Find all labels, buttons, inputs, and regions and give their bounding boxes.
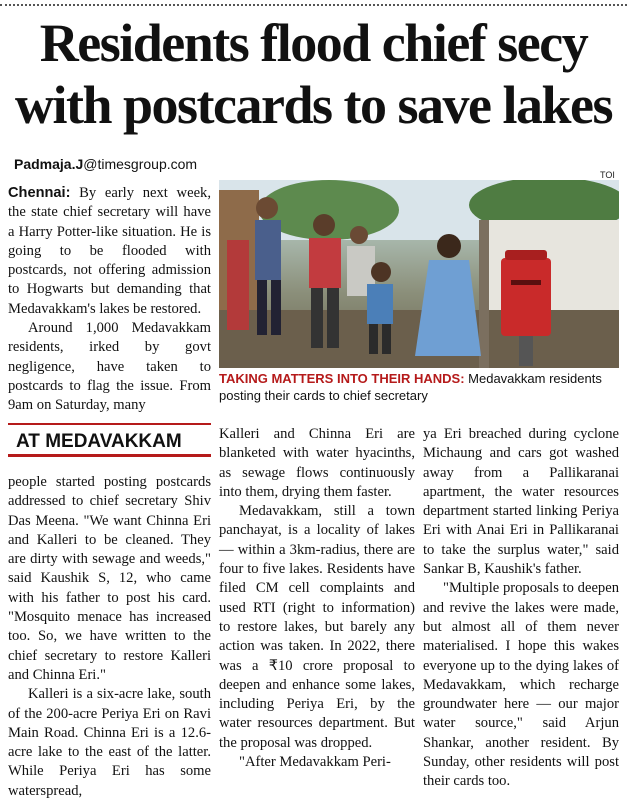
- paragraph: ya Eri breached during cyclone Michaung and cars got washed away from a Pallikaranai apartment, the water resources department started linking Periya Eri with Anai Eri in Pallikaranai to take the surplus water," said Sankar B, Kaushik's father.: [423, 426, 619, 578]
- news-photo: [219, 180, 619, 368]
- article-column-1-bottom: [8, 473, 211, 801]
- caption-heading: TAKING MATTERS INTO THEIR HANDS:: [219, 371, 465, 386]
- photo-illustration: [219, 180, 619, 368]
- byline-name: Padmaja.J: [14, 156, 84, 172]
- section-heading: AT MEDAVAKKAM: [8, 423, 211, 457]
- article-column-1-top: [8, 184, 211, 416]
- byline: [14, 156, 197, 172]
- byline-email: @timesgroup.com: [83, 156, 198, 172]
- photo-caption: [219, 370, 619, 404]
- caption-text: Medavakkam residents posting their cards to chief secretary: [219, 371, 602, 403]
- paragraph: "After Medavakkam Peri-: [239, 754, 391, 771]
- paragraph: Medavakkam, still a town panchayat, is a locality of lakes — within a 3km-radius, there are four to five lakes. Residents have filed CM cell complaints and used RTI (right to information) to restore lakes, but barely any action was taken. In 2022, there was a ₹10 crore proposal to deepen and enhance some lakes, including Periya Eri, by the water resources department. But the proposal was dropped.: [219, 503, 415, 751]
- paragraph: Around 1,000 Medavakkam residents, irked by govt negligence, have taken to postcards to flag the issue. From 9am on Saturday, many: [8, 320, 211, 414]
- article-column-3: [423, 425, 619, 792]
- top-dotted-rule: [0, 4, 627, 6]
- photo-credit: TOI: [600, 170, 615, 180]
- paragraph: people started posting postcards addressed to chief secretary Shiv Das Meena. "We want Chinna Eri and Kalleri to be cleaned. They are dirty with sewage and weeds," said Kaushik S, 12, who came with his father to post his card. "Mosquito menace has increased too. So, we have written to the chief secretary to restore Kalleri and Chinna Eri.": [8, 474, 211, 683]
- article-column-2: [219, 425, 415, 772]
- headline-line-2: with postcards to save lakes: [14, 75, 612, 135]
- paragraph: "Multiple proposals to deepen and revive the lakes were made, but almost all of them never materialised. I hope this wakes everyone up to the dying lakes of Medavakkam, which recharge groundwater here — our major water source," said Arjun Shankar, another resident. By Sunday, other residents will post their cards too.: [423, 580, 619, 790]
- paragraph: Kalleri and Chinna Eri are blanketed with water hyacinths, as sewage flows continuously into them, drying them faster.: [219, 426, 415, 500]
- paragraph: Kalleri is a six-acre lake, south of the 200-acre Periya Eri on Ravi Main Road. Chinna Eri is a 12.6-acre lake to the east of the latter. While Periya Eri has some waterspread,: [8, 686, 211, 799]
- headline-line-1: Residents flood chief secy: [39, 13, 588, 73]
- dateline: Chennai:: [8, 185, 71, 201]
- paragraph: Chennai: By early next week, the state chief secretary will have a Harry Potter-like situation. He is going to be flooded with postcards, not offering admission to Hogwarts but demanding that Medavakkam's lakes be restored.: [8, 185, 211, 317]
- headline: [0, 12, 627, 136]
